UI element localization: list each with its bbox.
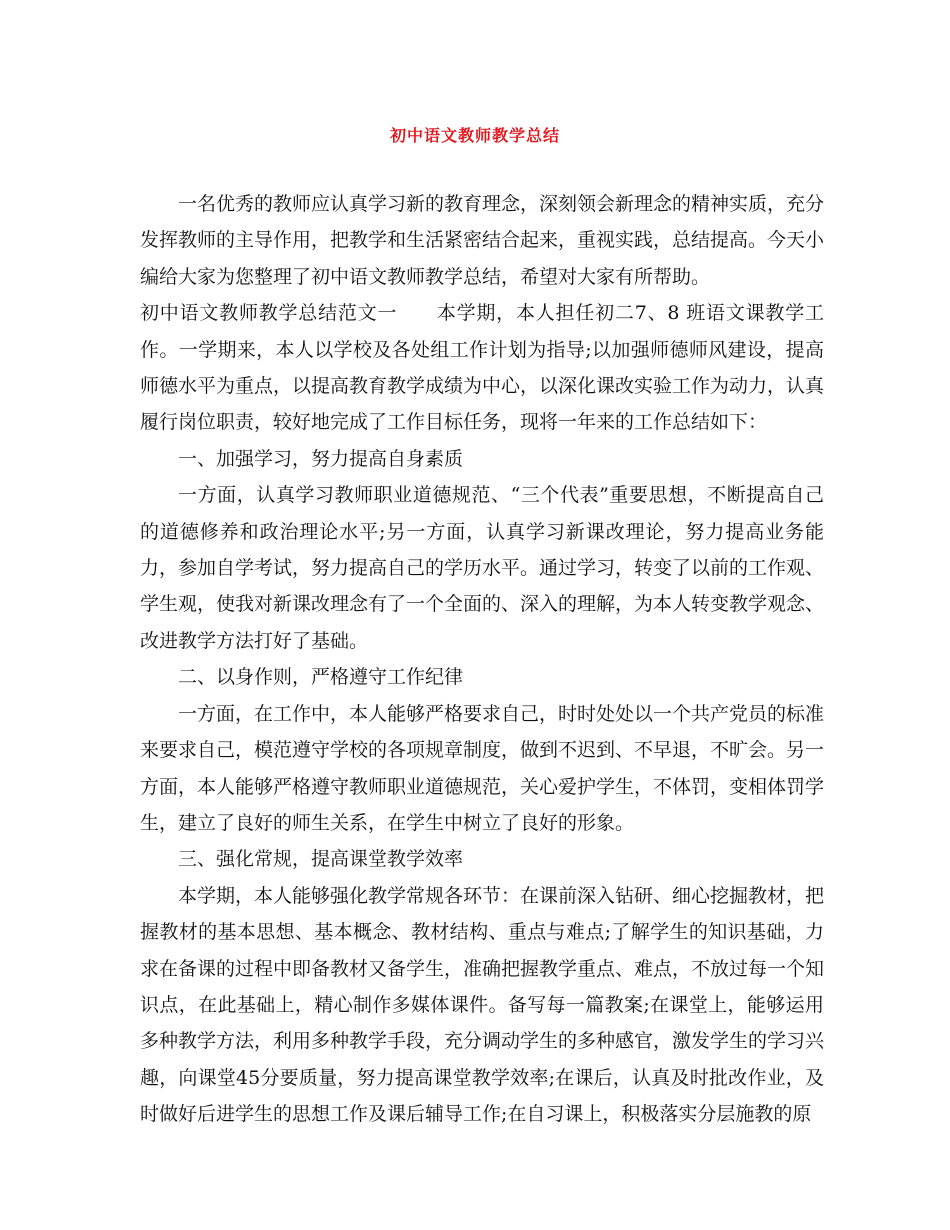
section-heading-2: 二、以身作则，严格遵守工作纪律 <box>178 666 464 689</box>
section-heading-3: 三、强化常规，提高课堂教学效率 <box>178 848 464 871</box>
document-title: 初中语文教师教学总结 <box>389 126 560 145</box>
paragraph-section-3: 本学期，本人能够强化教学常规各环节：在课前深入钻研、细心挖掘教材，把握教材的基本思想、基本概念、教材结构、重点与难点;了解学生的知识基础，力求在备课的过程中即备教材又备学生，准确把握教学重点、难点，不放过每一个知识点，在此基础上，精心制作多媒体课件。备写每一篇教案;在课堂上，能够运用多种教学方法，利用多种教学手段，充分调动学生的多种感官，激发学生的学习兴趣，向课堂45分要质量，努力提高课堂教学效率;在课后，认真及时批改作业，及时做好后进学生的思想工作及课后辅导工作;在自习课上，积极落实分层施教的原 <box>140 884 825 1126</box>
paragraph-section-1: 一方面，认真学习教师职业道德规范、“三个代表”重要思想，不断提高自己的道德修养和政治理论水平;另一方面，认真学习新课改理论，努力提高业务能力，参加自学考试，努力提高自己的学历水平。通过学习，转变了以前的工作观、学生观，使我对新课改理念有了一个全面的、深入的理解，为本人转变教学观念、改进教学方法打好了基础。 <box>140 484 825 652</box>
section-heading-1: 一、加强学习，努力提高自身素质 <box>178 447 464 470</box>
paragraph-intro: 一名优秀的教师应认真学习新的教育理念，深刻领会新理念的精神实质，充分发挥教师的主导作用，把教学和生活紧密结合起来，重视实践，总结提高。今天小编给大家为您整理了初中语文教师教学总结，希望对大家有所帮助。 <box>140 193 825 288</box>
paragraph-sample-one: 初中语文教师教学总结范文一 本学期，本人担任初二7、8 班语文课教学工作。一学期来，本人以学校及各处组工作计划为指导;以加强师德师风建设，提高师德水平为重点，以提高教育教学成绩为中心，以深化课改实验工作为动力，认真履行岗位职责，较好地完成了工作目标任务，现将一年来的工作总结如下： <box>140 302 825 434</box>
paragraph-section-2: 一方面，在工作中，本人能够严格要求自己，时时处处以一个共产党员的标准来要求自己，模范遵守学校的各项规章制度，做到不迟到、不早退，不旷会。另一方面，本人能够严格遵守教师职业道德规范，关心爱护学生，不体罚，变相体罚学生，建立了良好的师生关系，在学生中树立了良好的形象。 <box>140 702 825 834</box>
document-body <box>140 186 824 1133</box>
